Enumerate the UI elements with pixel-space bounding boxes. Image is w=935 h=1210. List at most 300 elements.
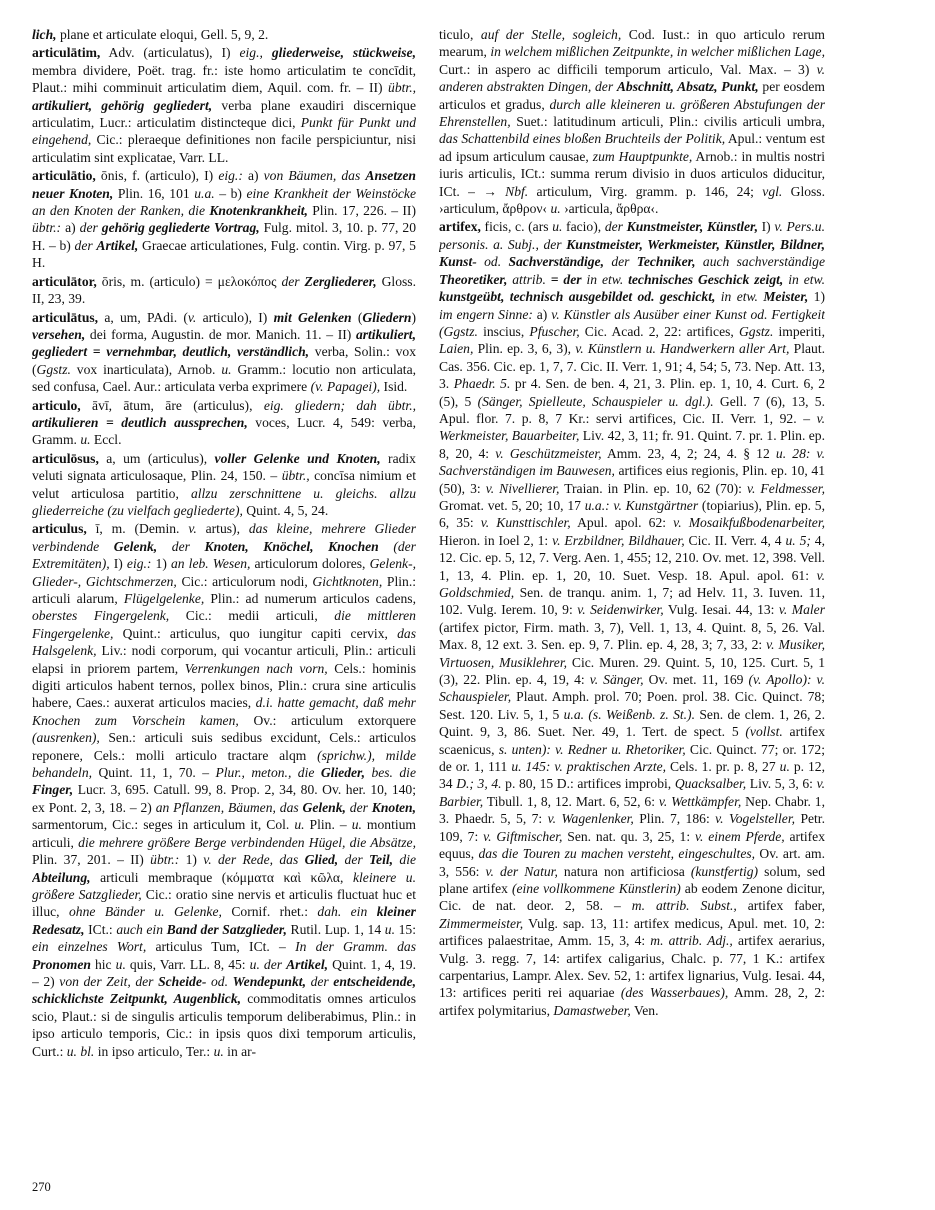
entry-text: kleinere u. größere Satzglieder, bbox=[32, 869, 416, 902]
entry-text: (des Wasserbaues), bbox=[620, 985, 729, 1001]
entry-text: Liv. 5, 3, 6: bbox=[746, 776, 817, 792]
entry-text: Flügelgelenke, bbox=[123, 591, 205, 606]
entry-text: sarmentorum, Cic.: seges in articulum it, Col. bbox=[32, 817, 295, 833]
entry-text: Quint. 4, 5, 24. bbox=[242, 502, 329, 518]
entry-text: a) bbox=[61, 220, 80, 236]
entry-text: v. Werkmeister, Bauarbeiter, bbox=[439, 410, 825, 444]
entry-text: u. bbox=[351, 817, 362, 833]
entry-text: ) bbox=[411, 309, 416, 325]
entry-text: (v. Papagei), bbox=[310, 379, 381, 395]
entry-text: ī, m. (Demin. bbox=[86, 521, 189, 537]
entry-text: v. einem Pferde, bbox=[694, 828, 785, 844]
entry-text: Vulg. sap. 13, 11: artifex medicus, Apul. met. 10, 2: artifices palaestritae, Amm. 15, 3, 4: bbox=[439, 915, 825, 949]
entry-text: mit Gelenken bbox=[273, 309, 352, 325]
dictionary-entry bbox=[32, 520, 416, 1060]
right-column bbox=[439, 26, 825, 1184]
dictionary-entry bbox=[32, 273, 416, 308]
entry-text: membra dividere, Poët. trag. fr.: iste homo articulatim te concīdit, Plaut.: mihi comminuit articulatim diem, Aquil. com. fr. – II) bbox=[32, 62, 416, 96]
entry-text: der bbox=[74, 237, 97, 253]
entry-text: od. bbox=[484, 254, 502, 270]
entry-text: v. Künstlern u. Handwerkern aller Art, bbox=[575, 341, 790, 357]
headword: artifex, bbox=[439, 219, 481, 235]
entry-text: quis, Varr. LL. 8, 45: bbox=[125, 956, 250, 972]
entry-text: eig.: bbox=[218, 168, 243, 184]
entry-text: attrib. bbox=[512, 271, 546, 287]
entry-text: articulus Tum, ICt. – bbox=[146, 939, 296, 955]
entry-text: Ov. art. am. 3, 556: bbox=[439, 846, 825, 879]
entry-text: = der bbox=[550, 271, 582, 287]
entry-text: u. bl. bbox=[66, 1043, 95, 1059]
entry-text: ›articula, ἄρθρα‹. bbox=[560, 201, 659, 217]
entry-text: auch ein bbox=[116, 921, 167, 937]
entry-text: Gelenk, bbox=[302, 799, 346, 815]
entry-text: Apul.: ventum est ad ipsum articulum causae, bbox=[439, 131, 825, 164]
entry-text: kunstgeübt, technisch ausgebildet od. geschickt, bbox=[439, 289, 716, 305]
entry-text: 1) bbox=[808, 289, 825, 305]
entry-text: Rutil. Lup. 1, 14 bbox=[286, 921, 385, 937]
entry-text: Abteilung, bbox=[32, 869, 91, 885]
entry-text: (sprichw.), milde behandeln, bbox=[32, 747, 416, 781]
entry-text: u. bbox=[80, 432, 91, 448]
entry-text: a) bbox=[532, 306, 552, 322]
entry-text: zum Hauptpunkte, bbox=[592, 148, 693, 164]
entry-text: Liv. 42, 3, 11; fr. 91. Quint. 7. pr. 1. Plin. ep. 8, 20, 4: bbox=[439, 428, 825, 461]
page-number: 270 bbox=[32, 1180, 51, 1194]
entry-text: u. bbox=[779, 759, 790, 775]
entry-text: v. Sänger, bbox=[589, 672, 644, 688]
headword: articulātus, bbox=[32, 309, 99, 325]
entry-text: Gloss. ›articulum, ἄρθρον‹ bbox=[439, 183, 825, 217]
entry-text: In der Gramm. das bbox=[295, 939, 416, 955]
entry-text: Kunstmeister, Werkmeister, Künstler, Bildner, Kunst- bbox=[439, 236, 825, 270]
entry-text: übtr., bbox=[281, 468, 310, 484]
entry-text: Sen.: articuli suis sedibus excidunt, Cels.: articulos reponere, Cels.: molli articulo tractare alqm bbox=[32, 730, 416, 763]
entry-text: od. bbox=[210, 973, 228, 989]
entry-text: artifex faber, bbox=[736, 898, 825, 914]
dictionary-entry bbox=[32, 44, 416, 166]
entry-text: Vulg. Iesai. 44, 13: bbox=[663, 602, 779, 618]
entry-text: Gramm.: locutio non articulata, sed confusa, Cael. Aur.: articulata verba exprimere bbox=[32, 361, 416, 395]
entry-text: technisches Geschick zeigt, bbox=[628, 271, 784, 287]
entry-text: commoditatis omnes articulos scio, Plaut.: si de singulis articulis temporum deliberabimus, Plin.: in ipso articulo temporis, Cic.: in ipsis quos dixi temporum articulis, Curt.: bbox=[32, 991, 416, 1059]
entry-text: v. Vogelsteller, bbox=[715, 811, 796, 827]
entry-text: articuli membraque (κόμματα καὶ κῶλα, bbox=[90, 869, 353, 885]
entry-text bbox=[379, 539, 394, 554]
entry-text: Sen. nat. qu. 3, 25, 1: bbox=[562, 828, 695, 844]
entry-text bbox=[696, 254, 703, 269]
entry-text: u.a. (s. Weißenb. z. St.). bbox=[563, 706, 695, 722]
entry-text: v. bbox=[187, 309, 197, 325]
entry-text: Meister, bbox=[763, 289, 809, 305]
entry-text: artikuliert, gehörig gegliedert, bbox=[32, 97, 213, 113]
entry-text: oberstes Fingergelenk, bbox=[32, 608, 170, 624]
entry-text: u. 145: v. praktischen Arzte, bbox=[511, 759, 667, 775]
entry-text: u. der bbox=[249, 956, 287, 972]
entry-text: Plin. 37, 201. – II) bbox=[32, 852, 151, 868]
entry-text: Cels. 1. pr. p. 8, 27 bbox=[666, 759, 780, 775]
entry-text: Isid. bbox=[380, 379, 408, 395]
entry-text: – b) bbox=[214, 185, 247, 201]
entry-text: (der Extremitäten), bbox=[32, 538, 416, 572]
entry-text: u. bbox=[115, 956, 126, 972]
entry-text: a) bbox=[242, 168, 264, 184]
entry-text: Graecae articulationes, Fulg. contin. Virg. p. 97, 5 H. bbox=[32, 237, 416, 271]
entry-text: Plin. ep. 3, 6, 3), bbox=[473, 341, 576, 357]
entry-text: versehen, bbox=[32, 326, 86, 342]
entry-text: Artikel, bbox=[96, 237, 139, 253]
headword: articulātio, bbox=[32, 168, 96, 184]
entry-text: 1) bbox=[151, 556, 171, 572]
entry-text: Cic.: medii articuli, bbox=[169, 608, 335, 624]
entry-text: m. attrib. Subst., bbox=[631, 898, 737, 914]
entry-text: ICt.: bbox=[84, 921, 117, 937]
headword: articulus, bbox=[32, 521, 87, 537]
entry-text: im engern Sinne: bbox=[439, 306, 533, 322]
entry-text: ein einzelnes Wort, bbox=[32, 939, 147, 955]
entry-text: eine Krankheit der Weinstöcke an den Knoten der Ranken, die bbox=[32, 185, 416, 219]
entry-text: pr 4. Sen. de ben. 4, 21, 3. Plin. ep. 1, 10, 4. Curt. 6, 2 (5), 5 bbox=[439, 376, 825, 409]
entry-text: v. Mosaikfußbodenarbeiter, bbox=[673, 515, 825, 531]
entry-text: gliederweise, stückweise, bbox=[271, 45, 416, 61]
entry-text: dah. ein bbox=[317, 904, 377, 920]
entry-text: Knoten, Knöchel, Knochen bbox=[204, 538, 379, 554]
entry-text: in ar- bbox=[223, 1043, 256, 1059]
dictionary-entry bbox=[32, 26, 416, 43]
entry-text: der bbox=[79, 220, 102, 236]
dictionary-entry bbox=[32, 167, 416, 271]
entry-text: Suet.: latitudinum articuli, Plin.: civilis articuli umbra, bbox=[510, 114, 825, 130]
entry-text: ab eodem Zenone dicitur, Cic. de nat. deor. 2, 58. – bbox=[439, 880, 825, 914]
entry-text: eig. gliedern; dah übtr., bbox=[263, 397, 416, 413]
entry-text: Plaut. Amph. prol. 70; Poen. prol. 38. Cic. Quinct. 78; Sest. 120. Liv. 5, 1, 5 bbox=[439, 689, 825, 722]
entry-text: u. 28: v. Sachverständigen im Bauwesen, bbox=[439, 445, 825, 479]
entry-text: (vollst. bbox=[745, 724, 783, 740]
entry-text: natura non artificiosa bbox=[557, 863, 691, 879]
entry-text: Gelenk-, Glieder-, Gichtschmerzen, bbox=[32, 556, 416, 589]
entry-text: articulo), I) bbox=[196, 309, 274, 325]
entry-text: v. Geschützmeister, bbox=[495, 445, 602, 461]
entry-text: u. 5; bbox=[785, 532, 811, 548]
entry-text: Ansetzen neuer Knoten, bbox=[32, 168, 416, 201]
entry-text: ( bbox=[351, 309, 363, 325]
entry-text: Cic. Quinct. 77; or. 172; de or. 1, 111 bbox=[439, 741, 825, 775]
entry-text: der bbox=[604, 219, 627, 235]
entry-text: der bbox=[344, 852, 369, 868]
entry-text: in ipso articulo, Ter.: bbox=[94, 1043, 214, 1059]
entry-text: Quint. 11, 1, 70. – bbox=[92, 765, 216, 781]
entry-text: von Bäumen, das bbox=[263, 168, 366, 184]
entry-text: Sachverständige, bbox=[508, 254, 604, 270]
entry-text: verba, Solin.: vox ( bbox=[32, 344, 416, 377]
entry-text: v. Feldmesser, bbox=[746, 480, 825, 496]
entry-text: per eosdem articulos et gradus, bbox=[439, 79, 825, 112]
entry-text: concīsa nimium et velut articulosa partitio, bbox=[32, 468, 416, 501]
entry-text: Cic.: pleraeque definitiones non facile perspiciuntur, nisi articulatim sint explicatae, Varr. LL. bbox=[32, 132, 416, 165]
entry-text: Laien, bbox=[439, 341, 474, 357]
entry-text: artikulieren = deutlich aussprechen, bbox=[32, 414, 248, 430]
entry-text: die mehrere größere Berge verbindenden Hügel, die Absätze, bbox=[78, 834, 416, 850]
entry-text: artifices eius regionis, Plin. ep. 10, 41 (50), 3: bbox=[439, 463, 825, 496]
entry-text: in etw. bbox=[720, 289, 758, 305]
entry-text: der bbox=[310, 973, 334, 989]
entry-text: Amm. 28, 2, 2: artifex polymitarius, bbox=[439, 985, 825, 1018]
entry-text: a, um, PAdi. ( bbox=[98, 309, 188, 325]
entry-text: bes. die bbox=[371, 765, 416, 781]
entry-text: an Pflanzen, Bäumen, das bbox=[155, 799, 303, 815]
entry-text bbox=[157, 539, 172, 554]
entry-text: Gromat. vet. 5, 20; 10, 17 bbox=[439, 497, 585, 513]
dictionary-entry bbox=[32, 309, 416, 396]
entry-text: u. bbox=[550, 201, 561, 217]
entry-text: ficis, c. (ars bbox=[480, 219, 553, 235]
entry-text: Gliedern bbox=[362, 309, 412, 325]
entry-text: Glied, bbox=[304, 852, 339, 868]
entry-text: 15: bbox=[394, 921, 416, 937]
entry-text: v. der Natur, bbox=[485, 863, 558, 879]
entry-text: inscius, bbox=[477, 323, 530, 339]
entry-text: übtr., bbox=[388, 80, 416, 96]
entry-text: Nbf. bbox=[505, 183, 529, 199]
entry-text: ohne Bänder u. Gelenke, bbox=[69, 904, 222, 920]
entry-text: v. Kunsttischler, bbox=[480, 515, 571, 531]
entry-text: s. unten): v. Redner u. Rhetoriker, bbox=[498, 741, 686, 757]
entry-text: I) bbox=[109, 556, 127, 572]
entry-text: Arnob.: in multis nostri iuris articulis, ICt.: summa rerum divisio in duos articulos diducitur, ICt. – → bbox=[439, 148, 825, 199]
entry-text: Ggstz. bbox=[36, 361, 71, 377]
entry-text: der bbox=[349, 799, 372, 815]
entry-text bbox=[477, 254, 484, 269]
entry-text: v. Nivellierer, bbox=[485, 480, 560, 496]
headword: articulōsus, bbox=[32, 450, 99, 466]
entry-text: Phaedr. 5. bbox=[453, 376, 511, 392]
entry-text: v. Giftmischer, bbox=[483, 828, 563, 844]
entry-text: die bbox=[399, 852, 416, 868]
entry-text: eig.: bbox=[126, 556, 152, 572]
entry-text: Teil, bbox=[369, 852, 394, 868]
entry-text: Zergliederer, bbox=[304, 273, 377, 289]
entry-text: d.i. hatte gemacht, daß mehr Knochen zum Vorschein kamen, bbox=[32, 695, 416, 728]
left-column bbox=[32, 26, 416, 1184]
entry-text: Quint. 1, 4, 19. – 2) bbox=[32, 956, 416, 989]
entry-text: v. Musiker, Virtuosen, Musiklehrer, bbox=[439, 637, 825, 670]
entry-text: ticulo, bbox=[439, 27, 481, 42]
entry-text: Fulg. mitol. 3, 10. p. 77, 20 H. – b) bbox=[32, 220, 416, 253]
entry-text: Artikel, bbox=[286, 956, 329, 972]
entry-text: Wendepunkt, bbox=[232, 973, 306, 989]
entry-text: Gichtknoten, bbox=[312, 573, 383, 589]
entry-text: montium articuli, bbox=[32, 817, 416, 850]
entry-text: radix veluti signata articulosaque, Plin. 24, 150. – bbox=[32, 450, 416, 484]
entry-text: a, um (articulus), bbox=[98, 450, 215, 466]
entry-text: solum, sed plane artifex bbox=[439, 863, 825, 896]
entry-text: Damastweber, bbox=[553, 1002, 631, 1018]
entry-text: Pfuscher, bbox=[529, 323, 580, 339]
entry-text: Plin. – bbox=[304, 817, 352, 833]
entry-text: Ven. bbox=[630, 1002, 659, 1018]
entry-text: artikuliert, gegliedert = vernehmbar, deutlich, verständlich, bbox=[32, 326, 416, 360]
entry-text: voces, Lucr. 4, 549: verba, Gramm. bbox=[32, 414, 416, 448]
entry-text: das Halsgelenk, bbox=[32, 625, 416, 659]
entry-text: Sen. de clem. 1, 26, 2. Quint. 9, 3, 86. Suet. Ner. 49, 1. Tert. de spect. 5 bbox=[439, 706, 825, 740]
entry-text: (ausrenken), bbox=[32, 730, 100, 746]
entry-text: Curt.: in aspero ac difficili temporum articulo, Val. Max. – 3) bbox=[439, 61, 817, 77]
entry-text: p. 12, 34 bbox=[439, 759, 825, 792]
entry-text: Plin. 16, 101 bbox=[113, 185, 195, 201]
entry-text: Quint.: articulus, quo iungitur capiti cervix, bbox=[113, 625, 398, 641]
entry-text: kleiner Redesatz, bbox=[32, 904, 416, 937]
entry-text: der bbox=[611, 254, 637, 270]
entry-text: artifex equus, bbox=[439, 828, 825, 862]
entry-text: hic bbox=[90, 956, 116, 972]
entry-text: v. Goldschmied, bbox=[439, 567, 825, 600]
entry-text: Techniker, bbox=[636, 254, 696, 270]
entry-text: an leb. Wesen, bbox=[170, 556, 251, 572]
entry-text: Gell. 7 (6), 13, 5. Apul. flor. 7. p. 8, 7 Kr.: servi artifices, Cic. II. Verr. 1, 92. – bbox=[439, 393, 825, 426]
entry-text: plane et articulate eloqui, Gell. 5, 9, 2. bbox=[56, 27, 269, 42]
entry-text: Plin.: articuli alarum, bbox=[32, 573, 416, 606]
entry-text: Punkt für Punkt und eingehend, bbox=[32, 115, 416, 148]
entry-text: vgl. bbox=[762, 183, 783, 199]
entry-text: Punkt, bbox=[721, 79, 759, 95]
entry-text: Knoten, bbox=[371, 799, 416, 815]
entry-text: D.; 3, 4. bbox=[456, 776, 502, 792]
entry-text: Apul. apol. 62: bbox=[570, 515, 674, 531]
entry-text: Glieder, bbox=[320, 765, 365, 781]
entry-text: u. bbox=[294, 817, 305, 833]
entry-text: Eccl. bbox=[90, 432, 122, 448]
entry-text: (artifex pictor, Firm. math. 3, 7), Vell. 1, 13, 4. Quint. 8, 5, 26. Val. Max. 8, 12 ext. 3. Sen. ep. 9, 7. Plin. ep. 4, 28, 3; 7, 33, 2: bbox=[439, 619, 825, 653]
entry-text: gehörig gegliederte Vortrag, bbox=[101, 220, 260, 236]
entry-text: Zimmermeister, bbox=[439, 915, 524, 931]
entry-text: Hieron. in Ioel 2, 1: bbox=[439, 532, 553, 548]
entry-text: m. attrib. Adj., bbox=[650, 933, 733, 949]
headword: articulo, bbox=[32, 397, 81, 413]
entry-text: Plin.: ad numerum articulos cadens, bbox=[204, 591, 416, 606]
entry-text: Tibull. 1, 8, 12. Mart. 6, 52, 6: bbox=[483, 793, 659, 809]
entry-text: Finger, bbox=[32, 782, 74, 798]
entry-text: v. Pers.u. personis. a. Subj., der bbox=[439, 219, 825, 252]
entry-text: lich, bbox=[32, 27, 57, 42]
entry-text: Ov.: articulum extorquere bbox=[238, 712, 416, 728]
entry-text: (topiarius), Plin. ep. 5, 6, 35: bbox=[439, 497, 825, 531]
entry-text: Scheide- bbox=[158, 973, 207, 989]
entry-text bbox=[263, 45, 272, 60]
headword: articulātor, bbox=[32, 273, 97, 289]
entry-text: Plur., meton., die bbox=[215, 765, 321, 781]
entry-text: Cels.: hominis digiti articulos habent ternos, pollex binos, Plin.: crura sine articulis habere, Caes.: auxerat articulos macies, bbox=[32, 660, 416, 711]
entry-text: Sen. de tranqu. anim. 1, 7; ad Helv. 11, 3. Iuven. 11, 102. Vulg. Ierem. 10, 9: bbox=[439, 585, 825, 618]
entry-text: v. Wagenlenker, bbox=[547, 811, 634, 827]
entry-text: Ggstz. bbox=[738, 323, 774, 339]
entry-text: Plaut. Cas. 356. Cic. ep. 1, 7, 7. Cic. II. Verr. 1, 91; 4, 54; 5, 73. Nep. Att. 13, 3. bbox=[439, 341, 825, 392]
entry-text: Abschnitt, Absatz, bbox=[616, 79, 718, 95]
dictionary-entry bbox=[32, 450, 416, 520]
entry-text: übtr.: bbox=[32, 220, 62, 236]
entry-text: das bbox=[279, 852, 305, 868]
entry-text: Plin. 17, 226. – II) bbox=[307, 203, 416, 219]
entry-text: auf der Stelle, sogleich, bbox=[480, 27, 622, 42]
entry-text: Verrenkungen nach vorn, bbox=[184, 660, 328, 676]
dictionary-entry bbox=[439, 218, 825, 1019]
entry-text: 1) bbox=[179, 852, 204, 868]
entry-text: das die Touren zu machen versteht, eingeschultes, bbox=[478, 846, 756, 862]
entry-text: der bbox=[171, 538, 205, 554]
headword: articulātim, bbox=[32, 45, 101, 61]
entry-text: Band der Satzglieder, bbox=[166, 921, 287, 937]
entry-text: imperiti, bbox=[773, 323, 825, 339]
entry-text: das kleine, mehrere Glieder verbindende bbox=[32, 521, 416, 554]
entry-text: articulorum dolores, bbox=[250, 556, 370, 572]
entry-text: v. Maler bbox=[778, 602, 825, 618]
dictionary-entry bbox=[439, 26, 825, 217]
entry-text: articulum, Virg. gramm. p. 146, 24; bbox=[528, 183, 763, 199]
entry-text: Lucr. 3, 695. Catull. 99, 8. Prop. 2, 34, 80. Ov. her. 10, 140; ex Pont. 2, 3, 18. – 2) bbox=[32, 782, 416, 815]
entry-text: dei forma, Augustin. de mor. Manich. 11. – II) bbox=[85, 326, 356, 342]
entry-text: v. Künstler als Ausüber einer Kunst od. Fertigkeit (Ggstz. bbox=[439, 306, 825, 339]
entry-text: Cod. Iust.: in quo articulo rerum mearum, bbox=[439, 27, 825, 60]
entry-text: ōris, m. (articulo) = μελοκόπος bbox=[96, 273, 282, 289]
entry-text: (Sänger, Spielleute, Schauspieler u. dgl.). bbox=[477, 393, 714, 409]
entry-text: Plin. 7, 186: bbox=[633, 811, 716, 827]
entry-text: Liv.: nodi corporum, qui vocantur articuli, Plin.: articuli elapsi in priorem partem, bbox=[32, 643, 416, 676]
entry-text: Pronomen bbox=[32, 956, 91, 972]
dictionary-entry bbox=[32, 397, 416, 449]
entry-text: u. bbox=[552, 219, 563, 235]
entry-text: eig., bbox=[239, 45, 263, 61]
entry-text: v. Wettkämpfer, bbox=[658, 793, 742, 809]
entry-text: I) bbox=[757, 219, 775, 235]
entry-text: p. 80, 15 D.: artifices improbi, bbox=[501, 776, 675, 792]
entry-text: Petr. 109, 7: bbox=[439, 811, 825, 844]
entry-text: v. bbox=[188, 521, 197, 537]
entry-text: Cic.: articulorum nodi, bbox=[176, 573, 313, 589]
entry-text: Cic.: oratio sine nervis et articulis fluctuat huc et illuc, bbox=[32, 886, 416, 920]
entry-text: vox inarticulata), Arnob. bbox=[70, 361, 222, 377]
entry-text: (v. Apollo): v. Schauspieler, bbox=[439, 672, 825, 705]
entry-text: Kunstmeister, Künstler, bbox=[626, 219, 758, 235]
entry-text: facio), bbox=[562, 219, 605, 235]
entry-text: der bbox=[281, 273, 305, 289]
entry-text: v. anderen abstrakten Dingen, der bbox=[439, 61, 825, 95]
entry-text: übtr.: bbox=[150, 852, 180, 868]
entry-text: Knotenkrankheit, bbox=[209, 203, 308, 219]
entry-text: die mittleren Fingergelenke, bbox=[32, 608, 416, 641]
entry-text: artus), bbox=[196, 521, 249, 537]
entry-text: u. bbox=[213, 1043, 224, 1059]
entry-text: u. bbox=[221, 361, 232, 377]
entry-text: Cic. Acad. 2, 22: artifices, bbox=[579, 323, 739, 339]
entry-text: ōnis, f. (articulo), I) bbox=[95, 168, 219, 184]
entry-text: u.a.: v. Kunstgärtner bbox=[584, 497, 699, 513]
entry-text: Nep. Chabr. 1, 3. Phaedr. 5, 5, 7: bbox=[439, 793, 825, 827]
entry-text: Cic. II. Verr. 4, 4 bbox=[684, 532, 786, 548]
entry-text: allzu zerschnittene u. gleichs. allzu gliederreiche (zu vielfach gegliederte), bbox=[32, 485, 416, 518]
entry-text: u.a. bbox=[194, 185, 215, 201]
entry-text: Cornif. rhet.: bbox=[221, 904, 318, 920]
entry-text: v. Barbier, bbox=[439, 776, 825, 809]
entry-text: Theoretiker, bbox=[439, 271, 508, 287]
entry-text: Gelenk, bbox=[113, 538, 158, 554]
entry-text: artifex aerarius, Vulg. 3. regg. 7, 14: artifex caligarius, Chalc. p. 77, 1 K.: artifex carpentarius, Lampr. Alex. Sev. 52, 1: artifex lignarius, Vulg. Iesai. 44, 13: artifices periti rei aquariae bbox=[439, 933, 825, 1001]
entry-text: auch sachverständige bbox=[702, 254, 825, 270]
entry-text: in etw. bbox=[586, 271, 624, 287]
entry-text: entscheidende, schicklichste Zeitpunkt, Augenblick, bbox=[32, 973, 416, 1007]
entry-text: Ov. met. 11, 169 bbox=[643, 672, 749, 688]
entry-text: 4, 12. Cic. ep. 5, 12, 7. Verg. Aen. 1, 455; 12, 210. Ov. met. 12, 398. Vell. 1, 13, 4. Plin. ep. 1, 20, 10. Suet. Vesp. 18. Apul. apol. 61: bbox=[439, 532, 825, 583]
entry-text: in welchem mißlichen Zeitpunkte, in welcher mißlichen Lage, bbox=[490, 44, 825, 60]
entry-text: verba plane exaudiri discernique articulatim, Lucr.: articulatim distincteque dici, bbox=[32, 97, 416, 131]
entry-text: Quacksalber, bbox=[674, 776, 747, 792]
